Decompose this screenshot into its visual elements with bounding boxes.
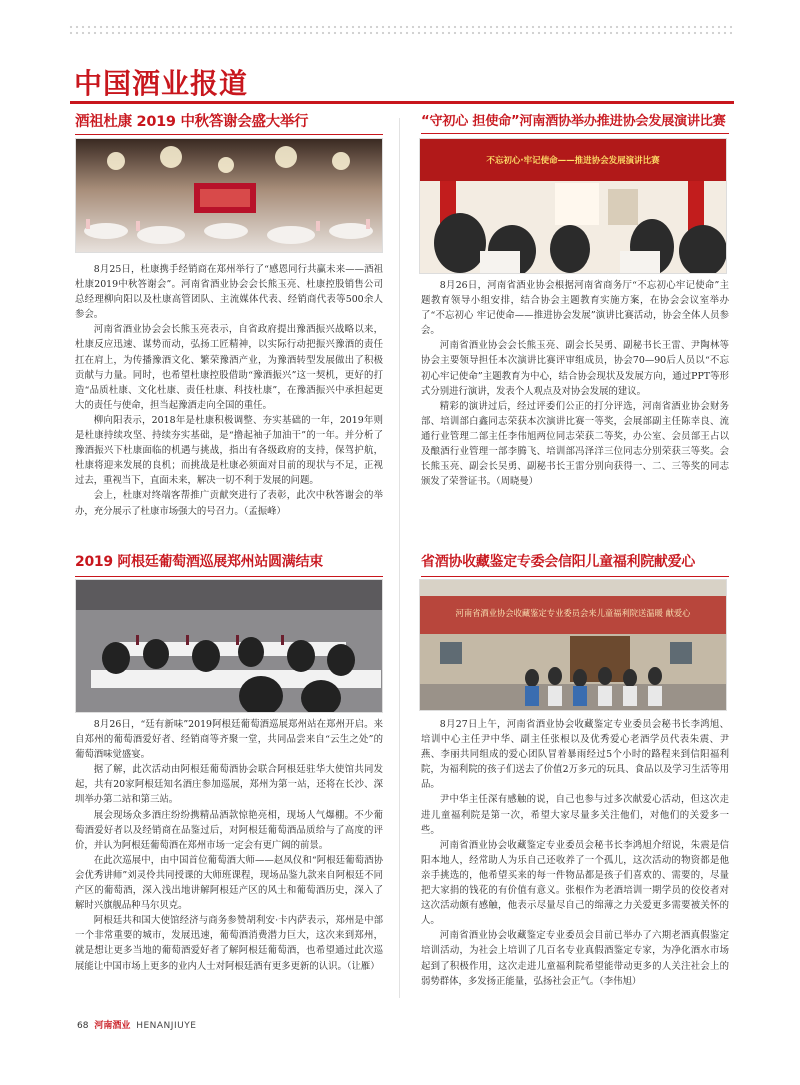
page-number: 68 [77, 1021, 89, 1031]
paragraph: 在此次巡展中，由中国首位葡萄酒大师——赵凤仪和“阿根廷葡萄酒协会优秀讲师”刘灵伶共同授课的大师班课程，现场品鉴九款来自阿根廷不同产区的葡萄酒，深入浅出地讲解阿根廷产区的风土和葡萄酒历史，深入了解时兴旗舰品种马尔贝克。 [75, 854, 383, 912]
paragraph: 河南省酒业协会会长熊玉亮表示，自省政府提出豫酒振兴战略以来，杜康反应迅速、谋势而动，弘扬工匠精神，以实际行动把振兴豫酒的责任扛在肩上，为传播豫酒文化、繁荣豫酒产业，为豫酒转型发展做出了积极贡献与力量。同时，也希望杜康控股借助“豫酒振兴”这一契机，更好的打造“品质杜康、文化杜康、责任杜康、科技杜康”，在豫酒振兴中承担起更大的责任与使命，担当起豫酒走向全国的重任。 [75, 324, 383, 411]
article-title: 省酒协收藏鉴定专委会信阳儿童福利院献爱心 [421, 554, 695, 570]
article-body [75, 262, 383, 519]
paragraph: 8月26日，“廷有新味”2019阿根廷葡萄酒巡展郑州站在郑州开启。来自郑州的葡萄酒爱好者、经销商等齐聚一堂，共同品尝来自“云生之处”的葡萄酒味觉盛宴。 [75, 719, 383, 761]
magazine-name: 河南酒业 [94, 1021, 131, 1031]
article-title: “守初心 担使命”河南酒协举办推进协会发展演讲比赛 [421, 114, 726, 129]
article-body [421, 717, 729, 989]
article-title: 酒祖杜康 2019 中秋答谢会盛大举行 [75, 114, 309, 130]
article-body [421, 278, 729, 489]
header-dot-pattern [68, 24, 732, 36]
article-title: 2019 阿根廷葡萄酒巡展郑州站圆满结束 [75, 554, 323, 570]
paragraph: 柳向阳表示，2018年是杜康积极调整、夯实基础的一年，2019年则是杜康持续攻坚、持续夯实基础，是“撸起袖子加油干”的一年。并分析了豫酒振兴下杜康面临的机遇与挑战，指出有各级政府的支持，保驾护航，杜康将迎来发展的良机；而挑战是杜康必须面对目前的现状与不足，正视过去，重视当下，直面未来，解决一切不利于发展的问题。 [75, 414, 383, 487]
photo-banner-text: 不忘初心·牢记使命——推进协会发展演讲比赛 [486, 156, 660, 166]
paragraph: 会上，杜康对终端客帮推广贡献突进行了表彰，此次中秋答谢会的举办，充分展示了杜康市场强大的号召力。（孟振峰） [75, 490, 383, 517]
paragraph: 精彩的演讲过后，经过评委们公正的打分评选，河南省酒业协会财务部、培训部白鑫同志荣获本次演讲比赛一等奖，会展部副主任陈幸良、流通行业管理二部主任李伟旭两位同志荣获二等奖，办公室、会员部王占以及酿酒行业管理一部李腾飞、培训部冯泽洋三位同志分别荣获三等奖。会长熊玉亮、副会长吴勇、副秘书长王雷分别向获得一、二、三等奖的同志颁发了荣誉证书。（周晓曼） [421, 400, 729, 488]
paragraph: 河南省酒业协会收藏鉴定专业委员会目前已举办了六期老酒真假鉴定培训活动，为社会上培训了几百名专业真假酒鉴定专家，为净化酒水市场起到了积极作用，这次走进儿童福利院希望能带动更多的人关注社会上的弱势群体，多发扬正能量，弘扬社会正气。（李伟旭） [421, 930, 729, 987]
column-divider [399, 118, 400, 998]
paragraph: 8月26日，河南省酒业协会根据河南省商务厅“不忘初心牢记使命”主题教育领导小组安排，结合协会主题教育实施方案，在协会会议室举办了“不忘初心 牢记使命——推进协会发展”演讲比赛活动，协会全体人员参会。 [421, 280, 729, 337]
paragraph: 尹中华主任深有感触的说，自己也参与过多次献爱心活动，但这次走进儿童福利院是第一次，希望大家尽量多关注他们，对他们的关爱多一些。 [421, 794, 729, 836]
section-title-rule [70, 101, 734, 104]
article-title-rule [75, 576, 383, 577]
photo-charity-group [419, 579, 727, 711]
section-title: 中国酒业报道 [74, 67, 249, 100]
paragraph: 阿根廷共和国大使馆经济与商务参赞胡利安·卡内萨表示，郑州是中部一个非常重要的城市，发展迅速，葡萄酒消费潜力巨大，这次来到郑州，就是想让更多当地的葡萄酒爱好者了解阿根廷葡萄酒，也希望通过此次巡展能让中国市场上更多的业内人士对阿根廷酒有更多更新的认识。（让雁） [75, 915, 383, 972]
photo-banner-text: 河南省酒业协会收藏鉴定专业委员会来儿童福利院送温暖 献爱心 [455, 608, 691, 618]
article-argentina-wine [75, 551, 383, 577]
paragraph: 展会现场众多酒庄纷纷携精品酒款惊艳亮相，现场人气爆棚。不少葡萄酒爱好者以及经销商在品鉴过后，对阿根廷葡萄酒品质给与了高度的评价，并认为阿根廷葡萄酒在郑州市场一定会有更广阔的前景。 [75, 809, 383, 851]
paragraph: 河南省酒业协会收藏鉴定专业委员会秘书长李鸿旭介绍说，朱震是信阳本地人，经常助人为乐自己还收养了一个孤儿，这次活动的物资都是他亲手挑选的，他希望买来的每一件物品都是孩子们喜欢的、需要的，尽量把大家捐的钱花的有价值有意义。张根作为老酒培训一期学员的佼佼者对这次活动颇有感触，他表示尽量尽自己的绵薄之力关爱更多需要被关怀的人。 [421, 839, 729, 927]
article-dukang [75, 110, 383, 135]
article-title-rule [75, 134, 383, 135]
magazine-name-en: HENANJIUYE [136, 1021, 197, 1031]
paragraph: 8月27日上午，河南省酒业协会收藏鉴定专业委员会秘书长李鸿旭、培训中心主任尹中华、副主任张根以及优秀爱心老酒学员代表朱震、尹燕、李丽共同组成的爱心团队冒着暴雨经过5个小时的路程来到信阳福利院，为福利院的孩子们送去了价值2万多元的玩具、食品以及学习生活等用品。 [421, 719, 729, 791]
photo-wine-tasting [75, 579, 383, 713]
photo-speech-contest [419, 138, 727, 274]
article-charity [421, 551, 729, 577]
photo-banquet-hall [75, 138, 383, 253]
paragraph: 河南省酒业协会会长熊玉亮、副会长吴勇、副秘书长王雷、尹陶林等协会主要领导担任本次演讲比赛评审组成员，协会70—90后人员以“不忘初心牢记使命”主题教育为中心，结合协会现状及发展方向，通过PPT等形式分别进行演讲，发表个人观点及对协会发展的建议。 [421, 340, 729, 397]
paragraph: 8月25日，杜康携手经销商在郑州举行了“感恩同行共赢未来——酒祖杜康2019中秋答谢会”。河南省酒业协会会长熊玉亮、杜康控股销售公司总经理柳向阳以及杜康高管团队、主流媒体代表、经销商代表等500余人参会。 [75, 264, 383, 321]
page-footer [77, 1018, 196, 1031]
article-speech-contest [421, 110, 729, 134]
article-title-rule [421, 133, 729, 134]
paragraph: 据了解，此次活动由阿根廷葡萄酒协会联合阿根廷驻华大使馆共同发起，共有20家阿根廷知名酒庄参加巡展，郑州为第一站，还将在长沙、深圳举办第二站和第三站。 [75, 764, 383, 806]
article-body [75, 717, 383, 974]
article-title-rule [421, 576, 729, 577]
